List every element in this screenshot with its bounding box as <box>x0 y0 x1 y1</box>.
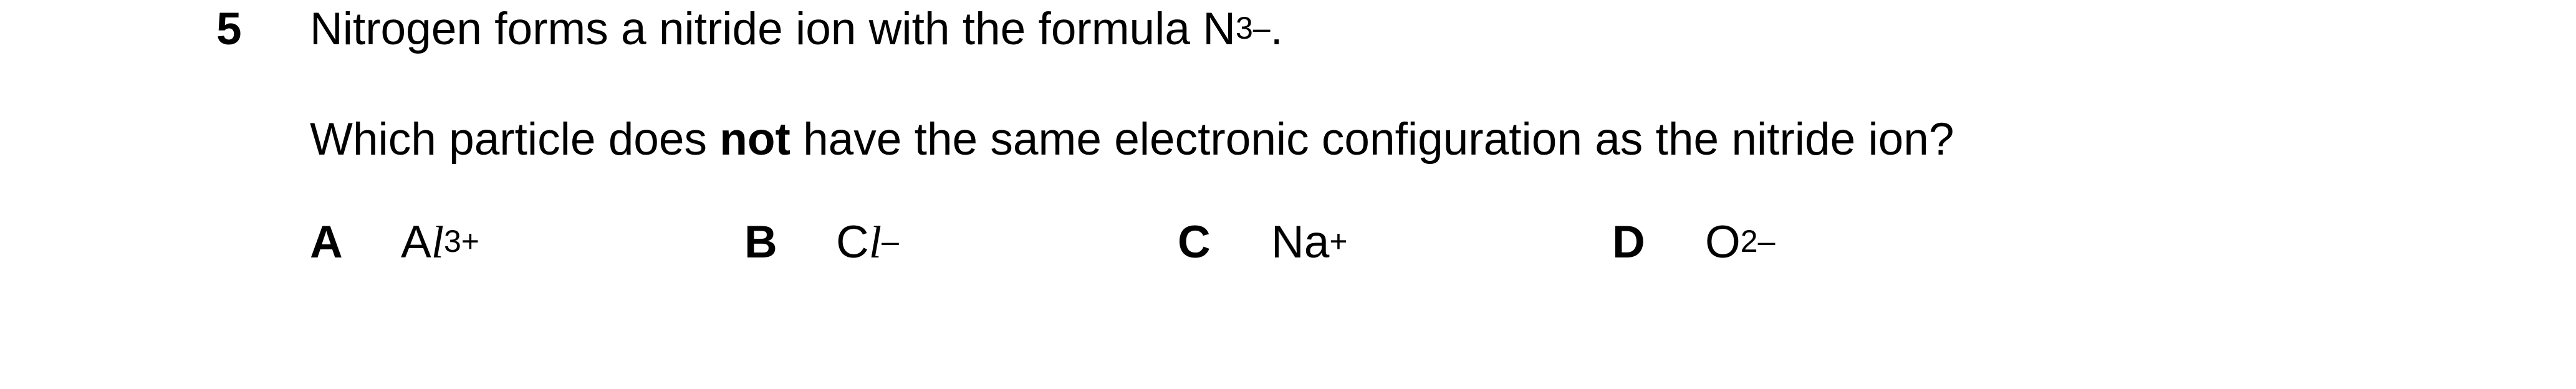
option-c-letter: C <box>1178 217 1211 267</box>
option-a-symbol-prefix: A <box>401 217 431 267</box>
question-prompt <box>310 114 1954 165</box>
option-b-charge: – <box>882 224 899 259</box>
question-stem-text: Nitrogen forms a nitride ion with the formula N <box>310 4 1236 54</box>
question-prompt-emphasis: not <box>719 114 791 165</box>
option-c-charge: + <box>1329 224 1348 259</box>
option-d-symbol-prefix: O <box>1705 217 1741 267</box>
option-d-letter: D <box>1612 217 1645 267</box>
option-a-script-letter: l <box>431 217 444 267</box>
option-a-letter: A <box>310 217 343 267</box>
question-prompt-end: have the same electronic configuration as the nitride ion? <box>790 114 1954 165</box>
option-a-value <box>401 219 479 265</box>
question-stem-end: . <box>1270 4 1283 54</box>
option-b-value <box>836 219 899 265</box>
option-c-symbol-prefix: Na <box>1271 217 1330 267</box>
question-number: 5 <box>216 4 242 54</box>
question-prompt-start: Which particle does <box>310 114 720 165</box>
option-b-script-letter: l <box>868 217 882 267</box>
option-b-symbol-prefix: C <box>836 217 869 267</box>
option-b-letter: B <box>744 217 777 267</box>
option-c-value <box>1271 219 1348 265</box>
option-d-charge: 2– <box>1740 224 1776 259</box>
question-stem <box>310 6 1283 52</box>
option-d-value <box>1705 219 1775 265</box>
nitride-charge: 3– <box>1235 11 1271 46</box>
option-a-charge: 3+ <box>444 224 480 259</box>
answer-options <box>0 219 2576 282</box>
